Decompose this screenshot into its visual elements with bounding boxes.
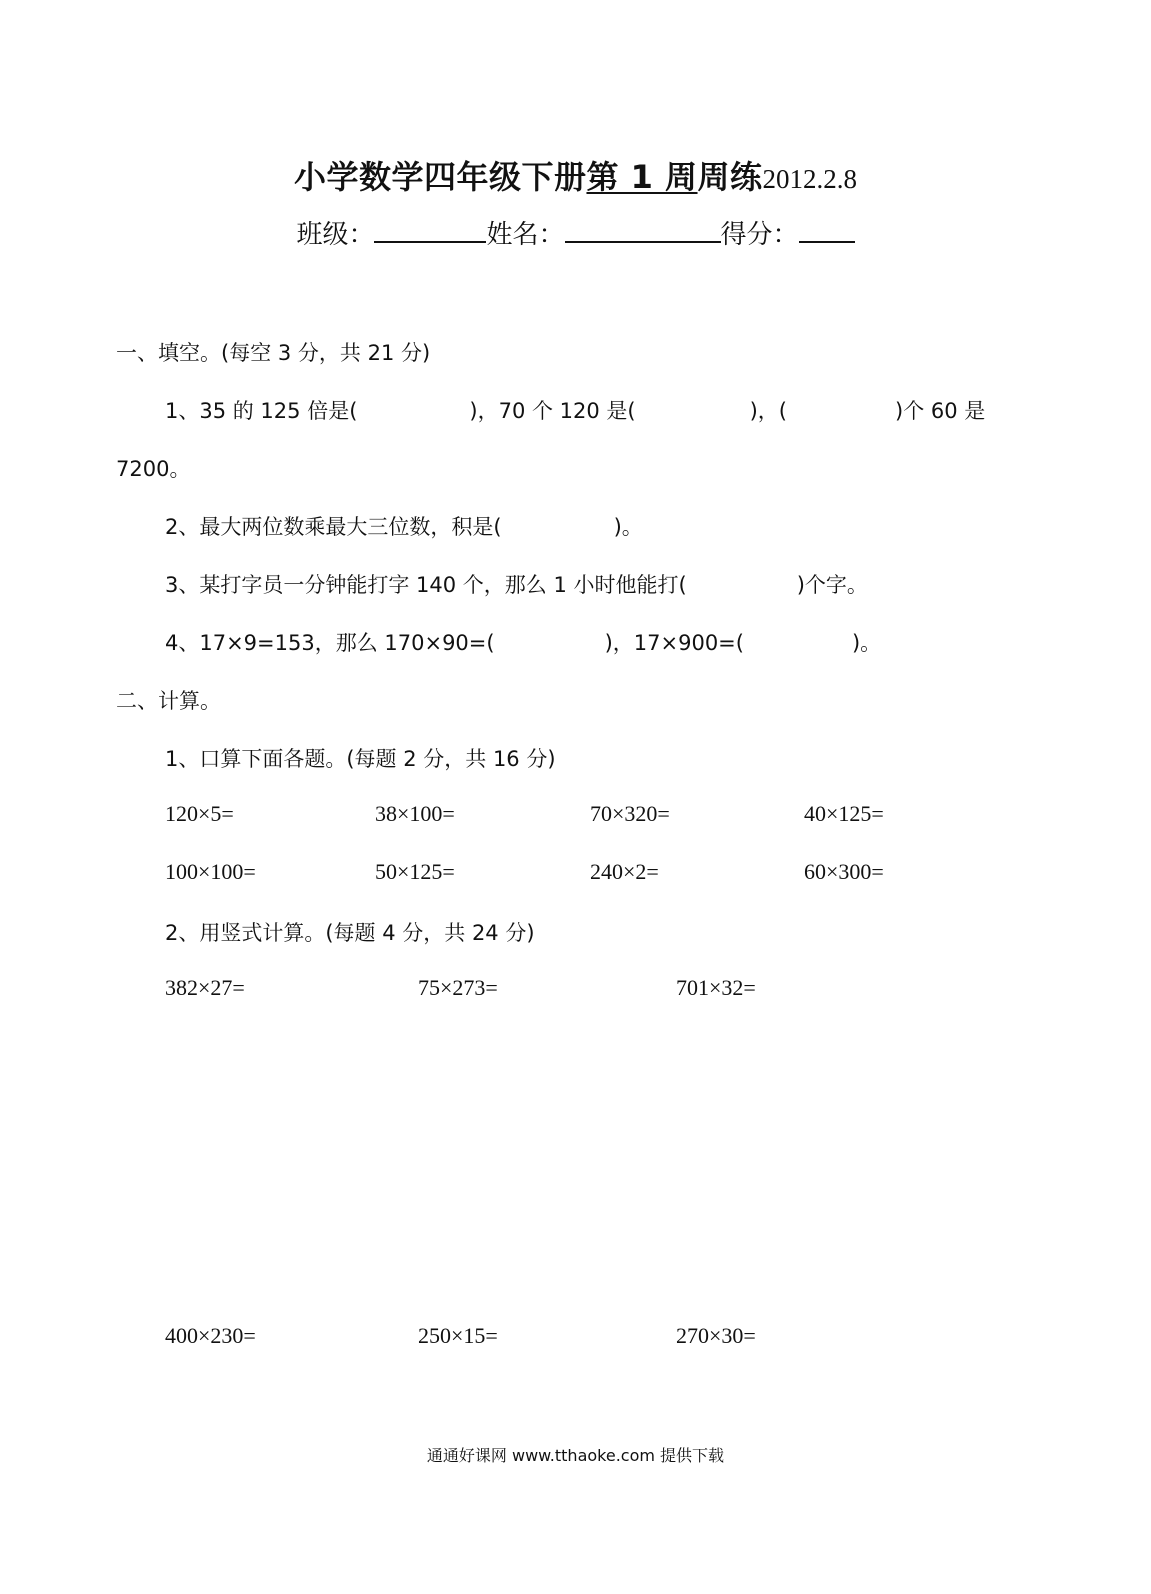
oral-problem: 70×320=: [590, 801, 670, 826]
section2-heading: 二、计算。: [116, 689, 221, 713]
q4-part-c: )。: [851, 631, 882, 655]
oral-problem: 120×5=: [165, 801, 234, 826]
oral-problem: 38×100=: [375, 801, 455, 826]
oral-problem: 50×125=: [375, 859, 455, 884]
title-week: 第 1 周: [586, 158, 698, 196]
oral-problem: 100×100=: [165, 859, 256, 884]
q2-part-b: )。: [613, 515, 643, 539]
title-suffix: 周练: [697, 158, 763, 196]
question-4-line: [165, 627, 881, 657]
q3-part-b: )个字。: [796, 573, 868, 597]
q1-part-d: )个 60 是: [895, 399, 986, 423]
q1-part-b: )，70 个 120 是(: [469, 399, 636, 423]
vertical-problem: 400×230=: [165, 1323, 256, 1348]
q1-part-c: )，(: [749, 399, 787, 423]
title-date: 2012.2.8: [762, 164, 858, 194]
q4-part-b: )，17×900=(: [604, 631, 744, 655]
oral-problem: 240×2=: [590, 859, 659, 884]
vertical-problem: 75×273=: [418, 975, 498, 1000]
score-blank[interactable]: [799, 217, 855, 243]
question-1-line: [165, 395, 985, 425]
question-1-continuation: 7200。: [116, 457, 191, 481]
question-2-line: [165, 511, 643, 541]
q2-part-a: 2、最大两位数乘最大三位数，积是(: [165, 515, 502, 539]
vertical-problem: 382×27=: [165, 975, 245, 1000]
score-label: 得分：: [720, 220, 799, 250]
vertical-problem: 270×30=: [676, 1323, 756, 1348]
section1-heading: 一、填空。(每空 3 分，共 21 分): [116, 341, 431, 365]
q4-part-a: 4、17×9=153，那么 170×90=(: [165, 631, 495, 655]
vertical-problem: 250×15=: [418, 1323, 498, 1348]
oral-problem: 60×300=: [804, 859, 884, 884]
q3-part-a: 3、某打字员一分钟能打字 140 个，那么 1 小时他能打(: [165, 573, 687, 597]
oral-calc-heading: 1、口算下面各题。(每题 2 分，共 16 分): [165, 747, 556, 771]
student-info-line: [0, 214, 1151, 251]
vertical-problem: 701×32=: [676, 975, 756, 1000]
vertical-calc-heading: 2、用竖式计算。(每题 4 分，共 24 分): [165, 921, 535, 945]
oral-problem: 40×125=: [804, 801, 884, 826]
question-3-line: [165, 569, 868, 599]
name-label: 姓名：: [486, 220, 565, 250]
name-blank[interactable]: [565, 217, 721, 243]
page-footer: 通通好课网 www.tthaoke.com 提供下载: [426, 1446, 725, 1465]
class-blank[interactable]: [374, 217, 486, 243]
q1-part-a: 1、35 的 125 倍是(: [165, 399, 358, 423]
class-label: 班级：: [296, 220, 375, 250]
page-title: [0, 152, 1151, 198]
title-prefix: 小学数学四年级下册: [293, 158, 587, 196]
